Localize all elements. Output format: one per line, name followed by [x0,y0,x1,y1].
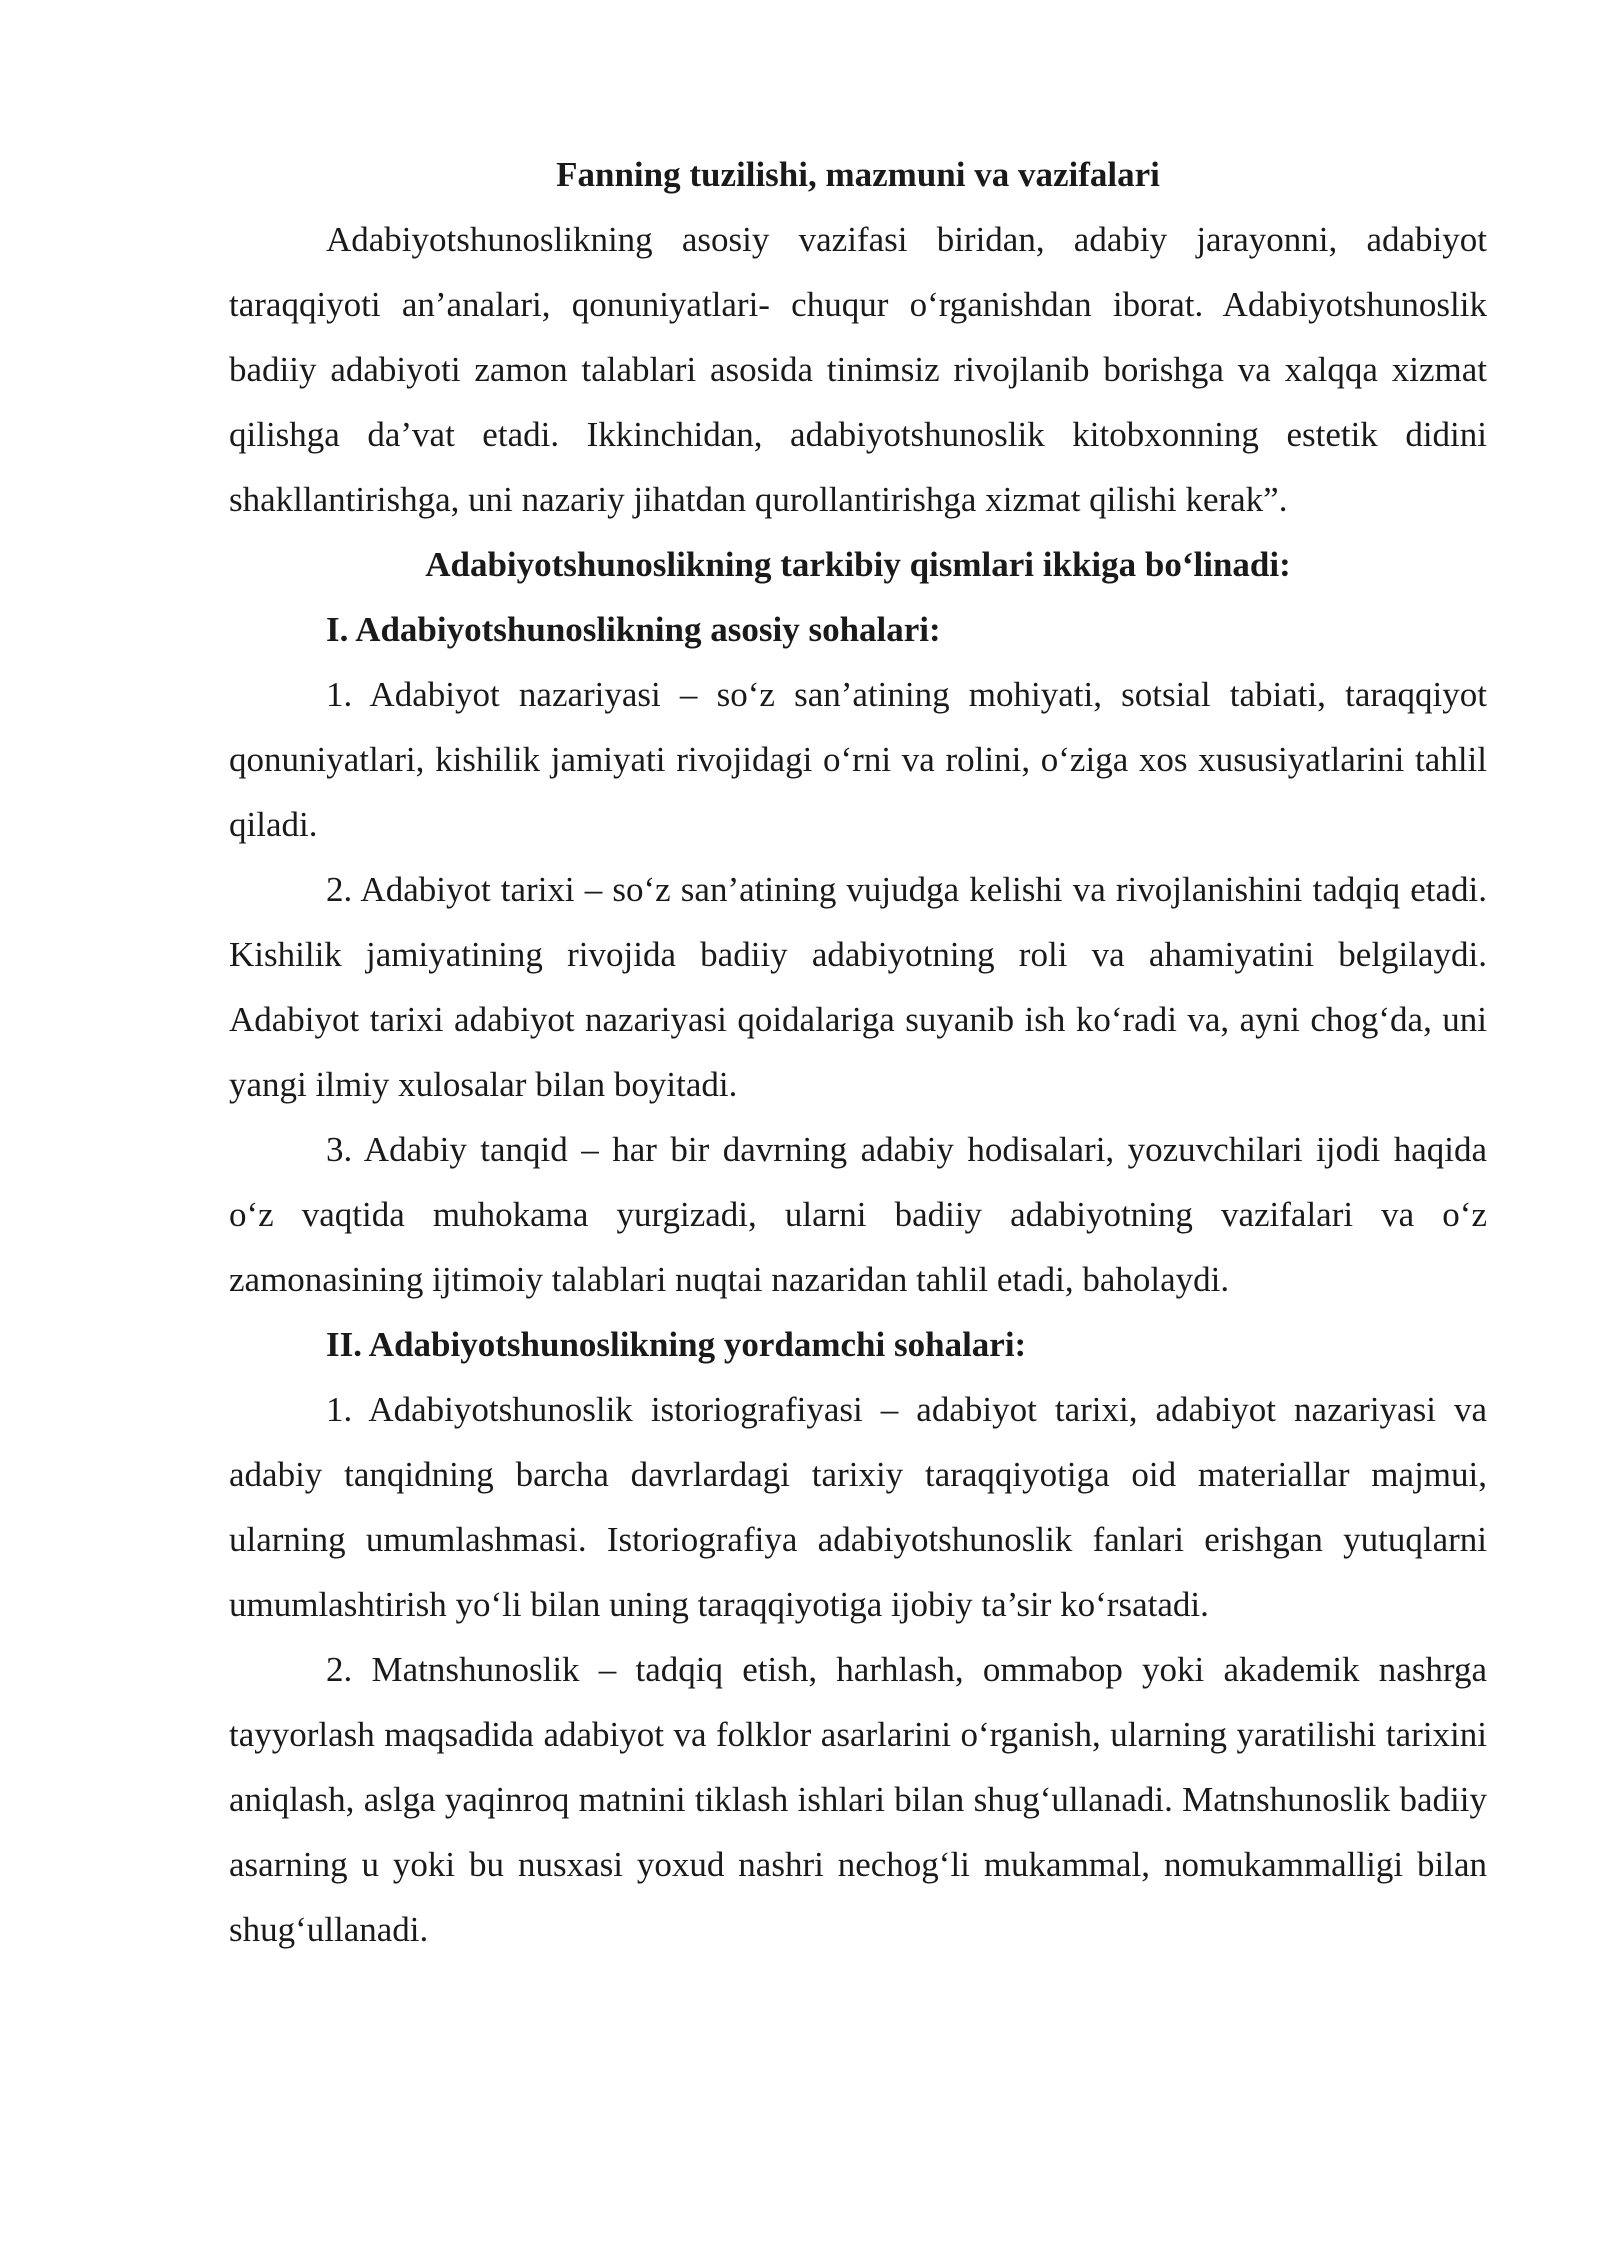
paragraph-literary-history: 2. Adabiyot tarixi – so‘z san’atining vujudga kelishi va rivojlanishini tadqiq etadi. Kishilik jamiyatining rivojida badiiy adabiyotning roli va ahamiyatini belgilaydi. Adabiyot tarixi adabiyot nazariyasi qoidalariga suyanib ish ko‘radi va, ayni chog‘da, uni yangi ilmiy xulosalar bilan boyitadi. [229,870,1487,1104]
page-title: Fanning tuzilishi, mazmuni va vazifalari [556,155,1160,194]
section-heading-main: I. Adabiyotshunoslikning asosiy sohalari: [326,610,941,649]
section-heading-auxiliary: II. Adabiyotshunoslikning yordamchi sohalari: [326,1325,1027,1364]
paragraph-historiography: 1. Adabiyotshunoslik istoriografiyasi – adabiyot tarixi, adabiyot nazariyasi va adabiy tanqidning barcha davrlardagi tarixiy taraqqiyotiga oid materiallar majmui, ularning umumlashmasi. Istoriografiya adabiyotshunoslik fanlari erishgan yutuqlarni umumlashtirish yo‘li bilan uning taraqqiyotiga ijobiy ta’sir ko‘rsatadi. [229,1390,1487,1624]
document-body [229,142,1487,1962]
paragraph-literary-theory: 1. Adabiyot nazariyasi – so‘z san’atining mohiyati, sotsial tabiati, taraqqiyot qonuniyatlari, kishilik jamiyati rivojidagi o‘rni va rolini, o‘ziga xos xususiyatlarini tahlil qiladi. [229,675,1487,844]
paragraph-textology: 2. Matnshunoslik – tadqiq etish, harhlash, ommabop yoki akademik nashrga tayyorlash maqsadida adabiyot va folklor asarlarini o‘rganish, ularning yaratilishi tarixini aniqlash, aslga yaqinroq matnini tiklash ishlari bilan shug‘ullanadi. Matnshunoslik badiiy asarning u yoki bu nusxasi yoxud nashri nechog‘li mukammal, nomukammalligi bilan shug‘ullanadi. [229,1650,1487,1949]
section-subtitle: Adabiyotshunoslikning tarkibiy qismlari ikkiga bo‘linadi: [425,545,1291,584]
intro-paragraph: Adabiyotshunoslikning asosiy vazifasi biridan, adabiy jarayonni, adabiyot taraqqiyoti an’analari, qonuniyatlari- chuqur o‘rganishdan iborat. Adabiyotshunoslik badiiy adabiyoti zamon talablari asosida tinimsiz rivojlanib borishga va xalqqa xizmat qilishga da’vat etadi. Ikkinchidan, adabiyotshunoslik kitobxonning estetik didini shakllantirishga, uni nazariy jihatdan qurollantirishga xizmat qilishi kerak”. [229,220,1487,519]
paragraph-literary-criticism: 3. Adabiy tanqid – har bir davrning adabiy hodisalari, yozuvchilari ijodi haqida o‘z vaqtida muhokama yurgizadi, ularni badiiy adabiyotning vazifalari va o‘z zamonasining ijtimoiy talablari nuqtai nazaridan tahlil etadi, baholaydi. [229,1130,1487,1299]
